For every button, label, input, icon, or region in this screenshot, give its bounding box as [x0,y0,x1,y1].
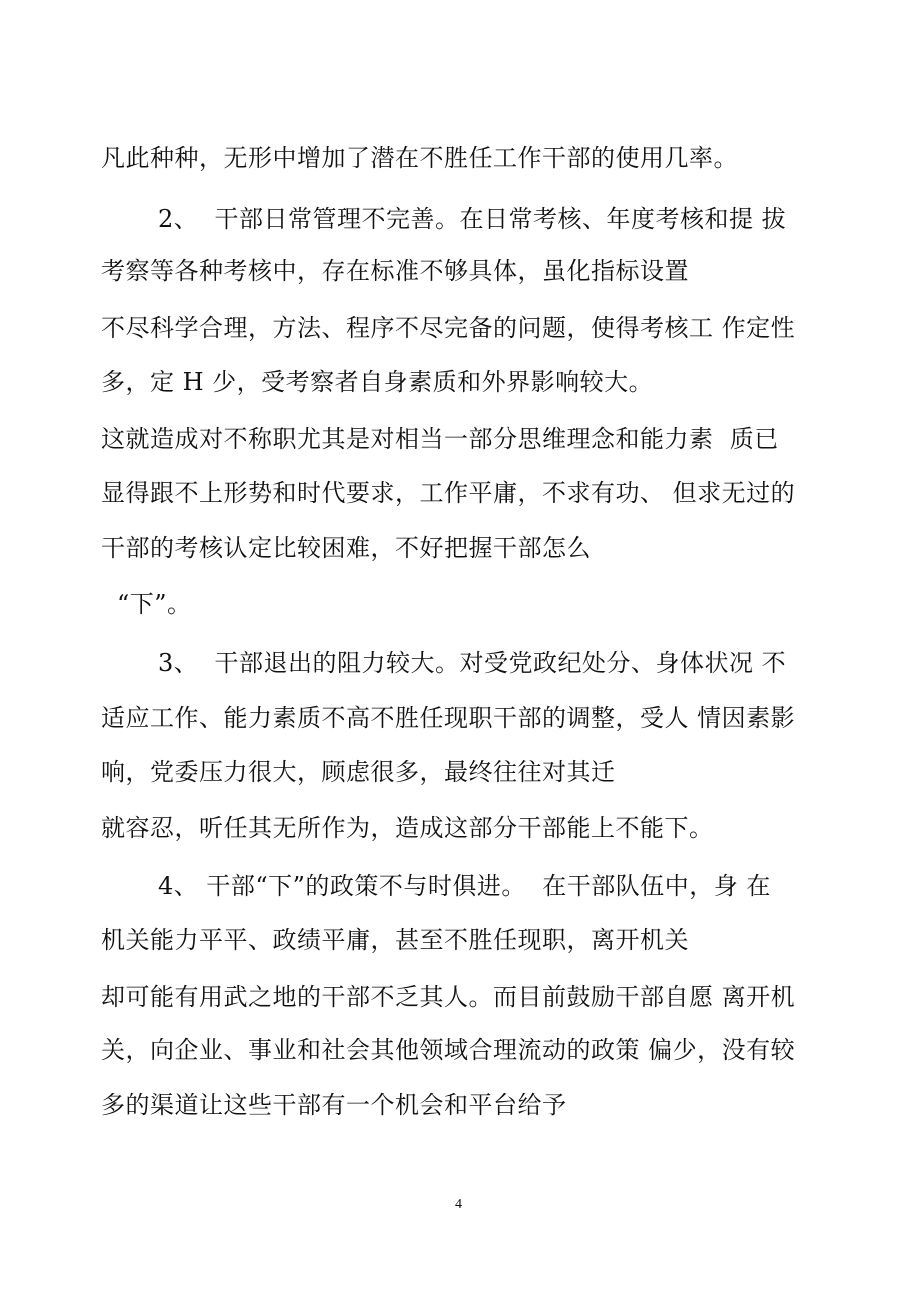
paragraph-line-17: 关，向企业、事业和社会其他领域合理流动的政策 偏少，没有较 [101,1036,796,1064]
paragraph-line-15: 机关能力平平、政绩平庸，甚至不胜任现职，离开机关 [101,926,689,954]
paragraph-line-6: 这就造成对不称职尤其是对相当一部分思维理念和能力素 质已 [101,425,779,453]
paragraph-line-13: 就容忍，听任其无所作为，造成这部分干部能上不能下。 [101,814,714,842]
paragraph-line-9: “下”。 [117,590,192,618]
paragraph-line-2: 2、 干部日常管理不完善。在日常考核、年度考核和提 拔 [158,205,787,233]
paragraph-line-3: 考察等各种考核中，存在标准不够具体，虽化指标设置 [101,257,689,285]
paragraph-line-5: 多，定 H 少，受考察者自身素质和外界影响较大。 [101,368,654,396]
paragraph-line-4: 不尽科学合理，方法、程序不尽完备的问题，使得考核工 作定性 [101,314,796,342]
paragraph-line-8: 干部的考核认定比较困难，不好把握干部怎么 [101,534,591,562]
paragraph-line-1: 凡此种种，无形中增加了潜在不胜任工作干部的使用几率。 [101,144,738,172]
page-number: 4 [455,1197,462,1212]
paragraph-line-7: 显得跟不上形势和时代要求，工作平庸，不求有功、 但求无过的 [101,479,796,507]
paragraph-line-12: 响，党委压力很大，顾虑很多，最终往往对其迁 [101,758,616,786]
paragraph-line-10: 3、 干部退出的阻力较大。对受党政纪处分、身体状况 不 [158,649,787,677]
paragraph-line-18: 多的渠道让这些干部有一个机会和平台给予 [101,1091,567,1119]
paragraph-line-14: 4、 干部“下”的政策不与时俱进。 在干部队伍中，身 在 [158,872,771,900]
paragraph-line-16: 却可能有用武之地的干部不乏其人。而目前鼓励干部自愿 离开机 [101,983,796,1011]
paragraph-line-11: 适应工作、能力素质不高不胜任现职干部的调整，受人 情因素影 [101,704,796,732]
